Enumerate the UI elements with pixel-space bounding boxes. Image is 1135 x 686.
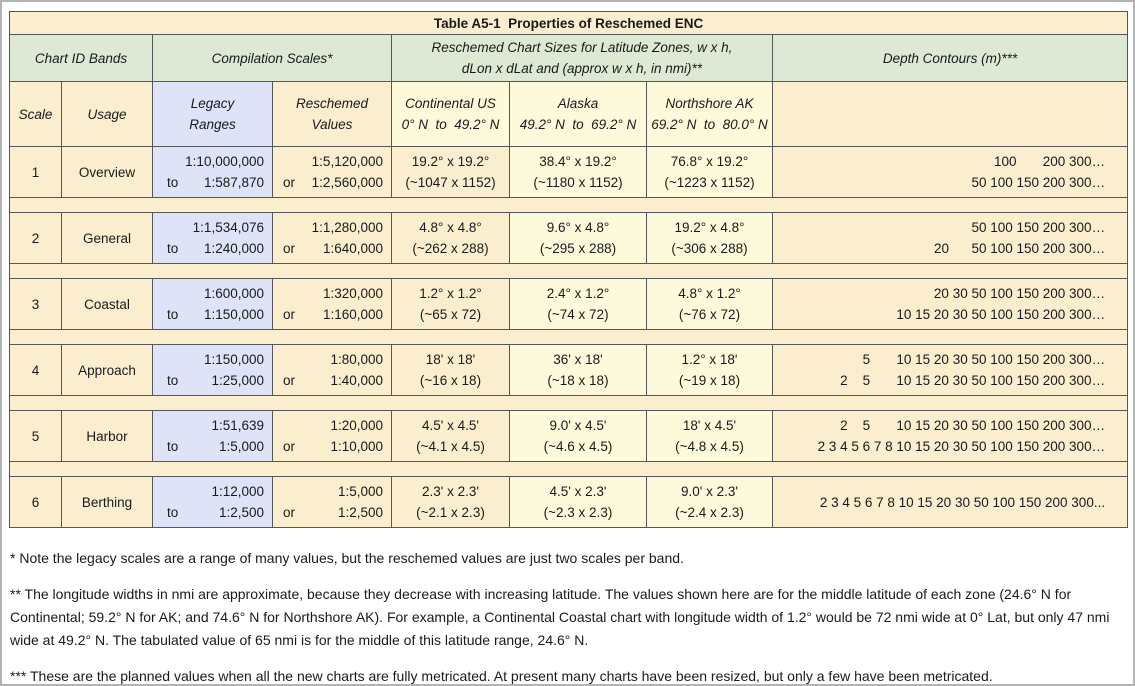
- depth-contours-cell: 20 30 50 100 150 200 300… 10 15 20 30 50 100 150 200 300…: [773, 279, 1128, 330]
- alaska-size-cell: 4.5' x 2.3' (~2.3 x 2.3): [510, 477, 647, 528]
- depth-contours-cell: 100 200 300… 50 100 150 200 300…: [773, 147, 1128, 198]
- reschemed-values-cell: 1:5,120,000 or 1:2,560,000: [273, 147, 392, 198]
- header-zone-alaska: Alaska 49.2° N to 69.2° N: [510, 82, 647, 147]
- continental-size-cell: 4.8° x 4.8° (~262 x 288): [392, 213, 510, 264]
- reschemed-values-cell: 1:320,000 or 1:160,000: [273, 279, 392, 330]
- depth-contours-cell: 2 5 10 15 20 30 50 100 150 200 300… 2 3 4 5 6 7 8 10 15 20 30 50 100 150 200 300…: [773, 411, 1128, 462]
- continental-size-cell: 2.3' x 2.3' (~2.1 x 2.3): [392, 477, 510, 528]
- legacy-ranges-cell: 1:51,639 to 1:5,000: [153, 411, 273, 462]
- northshore-size-cell: 18' x 4.5' (~4.8 x 4.5): [647, 411, 773, 462]
- header-legacy-ranges: Legacy Ranges: [153, 82, 273, 147]
- spacer-row: [10, 462, 1128, 477]
- legacy-ranges-cell: 1:600,000 to 1:150,000: [153, 279, 273, 330]
- alaska-size-cell: 36' x 18' (~18 x 18): [510, 345, 647, 396]
- scale-cell: 4: [10, 345, 62, 396]
- scale-cell: 3: [10, 279, 62, 330]
- reschemed-values-cell: 1:20,000 or 1:10,000: [273, 411, 392, 462]
- usage-cell: Berthing: [62, 477, 153, 528]
- header-reschemed-sizes: Reschemed Chart Sizes for Latitude Zones, w x h, dLon x dLat and (approx w x h, in nmi)**: [392, 35, 773, 82]
- header-usage: Usage: [62, 82, 153, 147]
- reschemed-values-cell: 1:1,280,000 or 1:640,000: [273, 213, 392, 264]
- reschemed-values-cell: 1:80,000 or 1:40,000: [273, 345, 392, 396]
- northshore-size-cell: 76.8° x 19.2° (~1223 x 1152): [647, 147, 773, 198]
- usage-cell: Coastal: [62, 279, 153, 330]
- header-group-row: [10, 35, 1128, 82]
- footnotes-section: [2, 528, 1133, 686]
- band-row-6: [10, 477, 1128, 528]
- footnote-legacy-scales: * Note the legacy scales are a range of many values, but the reschemed values are just two scales per band.: [10, 550, 684, 566]
- footnote-metrication: *** These are the planned values when all the new charts are fully metricated. At present many charts have been resized, but only a few have been metricated.: [10, 668, 993, 684]
- northshore-size-cell: 4.8° x 1.2° (~76 x 72): [647, 279, 773, 330]
- scale-cell: 2: [10, 213, 62, 264]
- spacer-row: [10, 396, 1128, 411]
- legacy-ranges-cell: 1:10,000,000 to 1:587,870: [153, 147, 273, 198]
- header-chart-id-bands: Chart ID Bands: [10, 35, 153, 82]
- legacy-ranges-cell: 1:12,000 to 1:2,500: [153, 477, 273, 528]
- scale-cell: 5: [10, 411, 62, 462]
- header-depth-contours: Depth Contours (m)***: [773, 35, 1128, 82]
- scale-cell: 6: [10, 477, 62, 528]
- northshore-size-cell: 1.2° x 18' (~19 x 18): [647, 345, 773, 396]
- depth-contours-cell: 50 100 150 200 300… 20 50 100 150 200 300…: [773, 213, 1128, 264]
- northshore-size-cell: 9.0' x 2.3' (~2.4 x 2.3): [647, 477, 773, 528]
- usage-cell: General: [62, 213, 153, 264]
- northshore-size-cell: 19.2° x 4.8° (~306 x 288): [647, 213, 773, 264]
- alaska-size-cell: 9.0' x 4.5' (~4.6 x 4.5): [510, 411, 647, 462]
- continental-size-cell: 1.2° x 1.2° (~65 x 72): [392, 279, 510, 330]
- usage-cell: Overview: [62, 147, 153, 198]
- continental-size-cell: 18' x 18' (~16 x 18): [392, 345, 510, 396]
- reschemed-values-cell: 1:5,000 or 1:2,500: [273, 477, 392, 528]
- alaska-size-cell: 9.6° x 4.8° (~295 x 288): [510, 213, 647, 264]
- header-zone-continental: Continental US 0° N to 49.2° N: [392, 82, 510, 147]
- header-depth-contours-subcell: [773, 82, 1128, 147]
- enc-properties-table: [9, 11, 1128, 528]
- legacy-ranges-cell: 1:150,000 to 1:25,000: [153, 345, 273, 396]
- continental-size-cell: 19.2° x 19.2° (~1047 x 1152): [392, 147, 510, 198]
- band-row-3: [10, 279, 1128, 330]
- depth-contours-cell: 5 10 15 20 30 50 100 150 200 300… 2 5 10 15 20 30 50 100 150 200 300…: [773, 345, 1128, 396]
- band-row-2: [10, 213, 1128, 264]
- header-compilation-scales: Compilation Scales*: [153, 35, 392, 82]
- spacer-row: [10, 264, 1128, 279]
- alaska-size-cell: 38.4° x 19.2° (~1180 x 1152): [510, 147, 647, 198]
- table-title-row: [10, 12, 1128, 35]
- band-row-5: [10, 411, 1128, 462]
- usage-cell: Harbor: [62, 411, 153, 462]
- header-scale: Scale: [10, 82, 62, 147]
- spacer-row: [10, 198, 1128, 213]
- footnote-longitude-widths: ** The longitude widths in nmi are approximate, because they decrease with increasing latitude. The values shown here are for the middle latitude of each zone (24.6° N for Continental; 59.2° N for AK; and 74.6° N for Northshore AK). For example, a Continental Coastal chart with longitude width of 1.2° would be 72 nmi wide at 0° Lat, but only 47 nmi wide at 49.2° N. The tabulated value of 65 nmi is for the middle of this latitude range, 24.6° N.: [10, 586, 1110, 648]
- spacer-row: [10, 330, 1128, 345]
- band-row-1: [10, 147, 1128, 198]
- header-zone-northshore: Northshore AK 69.2° N to 80.0° N: [647, 82, 773, 147]
- continental-size-cell: 4.5' x 4.5' (~4.1 x 4.5): [392, 411, 510, 462]
- band-row-4: [10, 345, 1128, 396]
- header-reschemed-values: Reschemed Values: [273, 82, 392, 147]
- scale-cell: 1: [10, 147, 62, 198]
- depth-contours-cell: 2 3 4 5 6 7 8 10 15 20 30 50 100 150 200 300...: [773, 477, 1128, 528]
- alaska-size-cell: 2.4° x 1.2° (~74 x 72): [510, 279, 647, 330]
- table-title-cell: [10, 12, 1128, 35]
- table-title: Table A5-1 Properties of Reschemed ENC: [433, 15, 704, 31]
- usage-cell: Approach: [62, 345, 153, 396]
- header-sub-row: [10, 82, 1128, 147]
- legacy-ranges-cell: 1:1,534,076 to 1:240,000: [153, 213, 273, 264]
